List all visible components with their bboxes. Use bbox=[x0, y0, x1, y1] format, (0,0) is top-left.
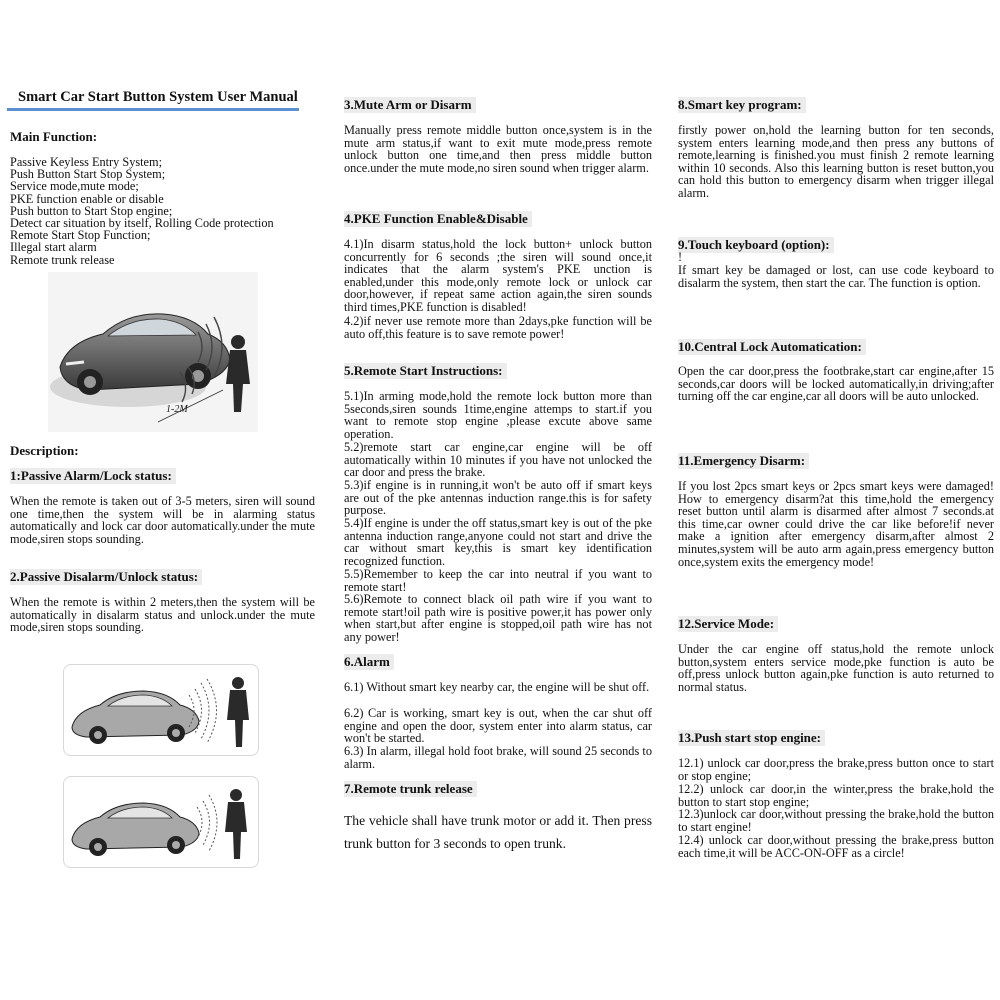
section-5-text-2: 5.2)remote start car engine,car engine will be off automatically within 10 minutes if you have not unlocked the car door and press the brake. bbox=[344, 440, 652, 480]
unlock-distance-figure bbox=[63, 776, 259, 868]
section-1-heading: 1:Passive Alarm/Lock status: bbox=[10, 468, 176, 484]
car-person-illustration-1 bbox=[64, 665, 258, 755]
section-5-text-4: 5.4)If engine is under the off status,smart key is out of the pke antenna induction range,anyone could not start and drive the car without smart key,this is smart key identification recognized function. bbox=[344, 516, 652, 568]
section-6-heading: 6.Alarm bbox=[344, 654, 394, 670]
section-13-text-1: 12.1) unlock car door,press the brake,press button once to start or stop engine; bbox=[678, 756, 994, 783]
section-8-heading: 8.Smart key program: bbox=[678, 97, 806, 113]
section-9-text: If smart key be damaged or lost, can use code keyboard to disalarm the system, then start the car. The function is option. bbox=[678, 263, 994, 290]
section-5-text-1: 5.1)In arming mode,hold the remote lock button more than 5seconds,siren sounds 1time,engine attemps to start.if you want to remote stop engine ,please excute above same operation. bbox=[344, 389, 652, 441]
section-13-heading: 13.Push start stop engine: bbox=[678, 730, 825, 746]
section-11-heading: 11.Emergency Disarm: bbox=[678, 453, 809, 469]
section-9-mark: ! bbox=[678, 250, 683, 264]
section-5-text-3: 5.3)if engine is in running,it won't be auto off if smart keys are out of the pke antennas induction range.this is for safety purpose. bbox=[344, 478, 652, 518]
main-function-heading: Main Function: bbox=[10, 129, 98, 144]
section-8-text: firstly power on,hold the learning button for ten seconds, system enters learning mode,and then press any buttons of remote,learning is finished.you must finish 2 remote learning within 10 seconds. Also this learning button is reset button,you can hold this button to emergency disarm when trigger illegal alarm. bbox=[678, 123, 994, 200]
section-1-text: When the remote is taken out of 3-5 meters, siren will sound one time,then the system will be in alarming status automatically and lock car door automatically.under the mute mode,siren stops sounding. bbox=[10, 494, 315, 546]
page-title: Smart Car Start Button System User Manual bbox=[18, 89, 298, 105]
title-underline bbox=[7, 108, 299, 111]
section-7-heading: 7.Remote trunk release bbox=[344, 781, 477, 797]
section-13-text-3: 12.3)unlock car door,without pressing the brake,hold the button to start engine! bbox=[678, 807, 994, 834]
section-5-heading: 5.Remote Start Instructions: bbox=[344, 363, 507, 379]
car-person-illustration-2 bbox=[64, 777, 258, 867]
section-6-text-1: 6.1) Without smart key nearby car, the engine will be shut off. bbox=[344, 680, 650, 694]
main-function-list: Passive Keyless Entry System; Push Button Start Stop System; Service mode,mute mode; PKE function enable or disable Push button to Start Stop engine; Detect car situation by itself, Rolling Code protection Remote Start Stop Function; Illegal start alarm Remote trunk release bbox=[10, 155, 274, 267]
section-6-text-3: 6.3) In alarm, illegal hold foot brake, will sound 25 seconds to alarm. bbox=[344, 744, 652, 771]
description-heading: Description: bbox=[10, 443, 79, 458]
section-2-heading: 2.Passive Disalarm/Unlock status: bbox=[10, 569, 202, 585]
section-2-text: When the remote is within 2 meters,then the system will be automatically in disalarm status and unlock.under the mute mode,siren stops sounding. bbox=[10, 595, 315, 635]
section-10-text: Open the car door,press the footbrake,start car engine,after 15 seconds,car doors will be locked automatically,in driving;after turning off the car engine,car all doors will be auto unlocked. bbox=[678, 364, 994, 404]
section-4-text-2: 4.2)if never use remote more than 2days,pke function will be auto off,this feature is to save remote power! bbox=[344, 314, 652, 341]
section-5-text-6: 5.6)Remote to connect black oil path wire if you want to remote start!oil path wire is positive power,it has power only when start,but after engine is stopped,oil path wire has not any power! bbox=[344, 592, 652, 644]
section-10-heading: 10.Central Lock Automatication: bbox=[678, 339, 866, 355]
section-12-heading: 12.Service Mode: bbox=[678, 616, 778, 632]
section-3-text: Manually press remote middle button once,system is in the mute arm status,if want to exit mute mode,press remote unlock button one time,and then press middle button once.under the mute mode,no siren sound when trigger alarm. bbox=[344, 123, 652, 175]
section-12-text: Under the car engine off status,hold the remote unlock button,system enters service mode,pke function is auto be off,press unlock button again,pke function is auto returned to normal status. bbox=[678, 642, 994, 694]
section-4-text-1: 4.1)In disarm status,hold the lock button+ unlock button concurrently for 6 seconds ;the siren will sound once,it indicates that the alarm system's PKE unction is enabled,under this mode,only remote lock or unlock car door,however, if repeat same action again,the siren sounds third times,PKE function is disabled! bbox=[344, 237, 652, 314]
section-7-text: The vehicle shall have trunk motor or add it. Then press trunk button for 3 seconds to open trunk. bbox=[344, 813, 652, 851]
lock-distance-figure bbox=[63, 664, 259, 756]
range-label: 1-2M bbox=[166, 404, 188, 415]
section-9-heading: 9.Touch keyboard (option): bbox=[678, 237, 834, 253]
section-5-text-5: 5.5)Remember to keep the car into neutral if you want to remote start! bbox=[344, 567, 652, 594]
section-6-text-2: 6.2) Car is working, smart key is out, when the car shut off engine and open the door, system enter into alarm status, car won't be started. bbox=[344, 706, 652, 746]
section-13-text-4: 12.4) unlock car door,without pressing the brake,press button each time,it will be ACC-ON-OFF as a circle! bbox=[678, 833, 994, 860]
section-11-text: If you lost 2pcs smart keys or 2pcs smart keys were damaged! How to emergency disarm?at this time,hold the emergency reset button until alarm is disarmed after almost 7 seconds.at this time,car owner could drive the car like before!if never make a ignition after emergency disarm,after almost 2 minutes,system will be auto arm again,press emergency button once,system exits the emergency mode! bbox=[678, 479, 994, 569]
car-range-illustration bbox=[48, 272, 258, 432]
section-4-heading: 4.PKE Function Enable&Disable bbox=[344, 211, 532, 227]
section-3-heading: 3.Mute Arm or Disarm bbox=[344, 97, 476, 113]
section-13-text-2: 12.2) unlock car door,in the winter,press the brake,hold the button to start stop engine; bbox=[678, 782, 994, 809]
keyless-range-figure bbox=[48, 272, 258, 432]
